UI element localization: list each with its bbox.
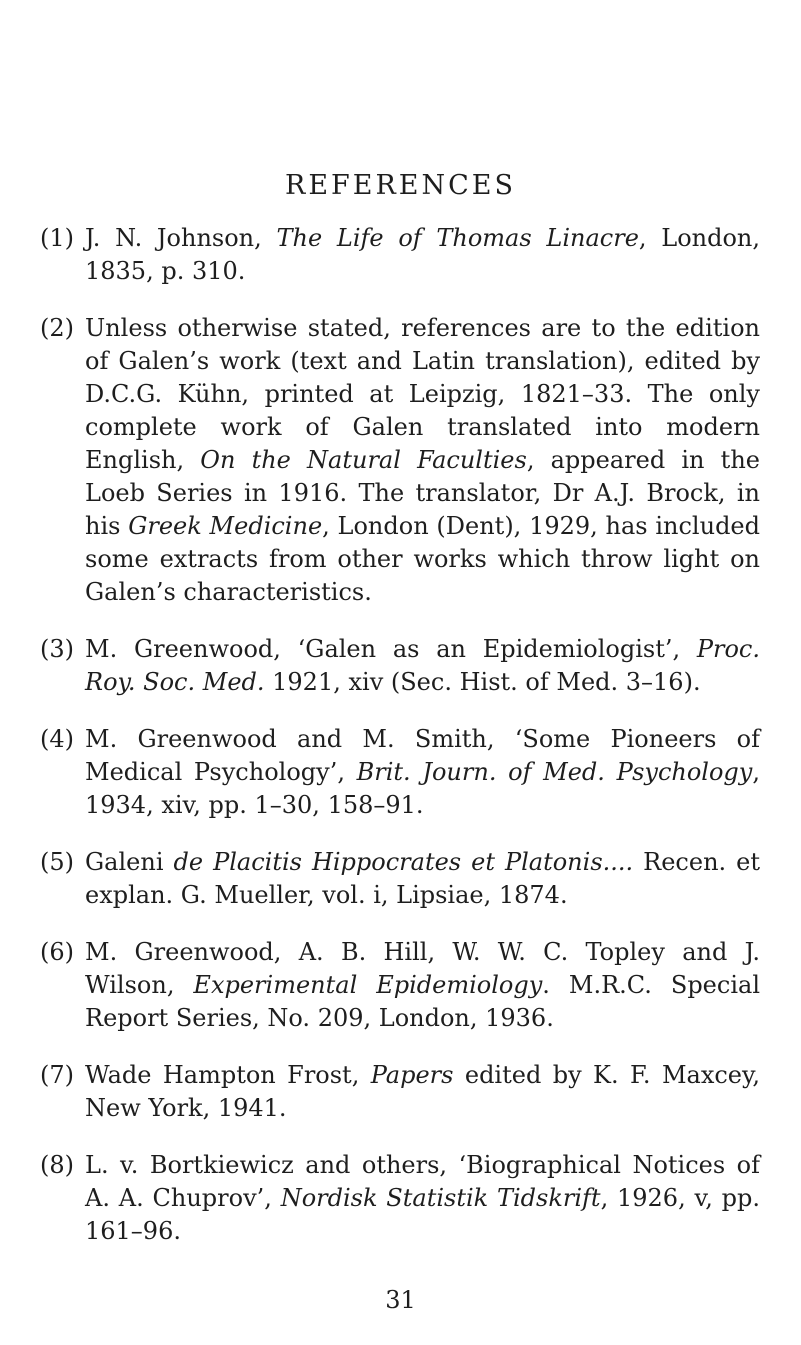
reference-title-italic: Brit. Journ. of Med. Psychology — [356, 758, 753, 786]
page-number: 31 — [385, 1286, 416, 1314]
reference-text-segment: edited by K. F. Maxcey, New York, 1941. — [85, 1061, 760, 1122]
reference-text-segment: J. N. Johnson, — [85, 224, 277, 252]
reference-text-segment: 1921, xiv (Sec. Hist. of Med. 3–16). — [264, 668, 701, 696]
reference-item — [40, 723, 760, 822]
reference-item — [40, 633, 760, 699]
reference-item — [40, 312, 760, 609]
reference-text-segment: , London, 1835, p. 310. — [85, 224, 761, 285]
reference-text-segment: , London (Dent), 1929, has included some extracts from other works which throw light on Galen’s characteristics. — [85, 512, 760, 606]
reference-text-segment: , 1926, v, pp. 161–96. — [85, 1184, 760, 1245]
reference-number: (3) — [40, 635, 74, 663]
reference-title-italic: On the Natural Faculties — [200, 446, 527, 474]
reference-number: (2) — [40, 314, 74, 342]
reference-text-segment: M. Greenwood, A. B. Hill, W. W. C. Topley and J. Wilson, — [85, 938, 760, 999]
reference-number: (6) — [40, 938, 74, 966]
references-list — [40, 222, 760, 1272]
reference-number: (1) — [40, 224, 74, 252]
reference-text-segment: , 1934, xiv, pp. 1–30, 158–91. — [85, 758, 760, 819]
reference-text-segment: . M.R.C. Special Report Series, No. 209, London, 1936. — [85, 971, 760, 1032]
reference-text-segment: M. Greenwood, ‘Galen as an Epidemiologist’, — [85, 635, 697, 663]
reference-title-italic: Nordisk Statistik Tidskrift — [280, 1184, 601, 1212]
reference-text-segment: Unless otherwise stated, references are to the edition of Galen’s work (text and Latin translation), edited by D.C.G. Kühn, printed at Leipzig, 1821–33. The only complete work of Galen translated into modern English, — [85, 314, 760, 474]
reference-item — [40, 1059, 760, 1125]
reference-text-segment: M. Greenwood and M. Smith, ‘Some Pioneers of Medical Psychology’, — [85, 725, 760, 786]
reference-text-segment: Galeni — [85, 848, 174, 876]
reference-number: (4) — [40, 725, 74, 753]
reference-title-italic: Greek Medicine — [128, 512, 323, 540]
reference-text — [85, 723, 760, 822]
reference-text — [85, 1149, 760, 1248]
reference-number: (7) — [40, 1061, 74, 1089]
reference-item — [40, 846, 760, 912]
reference-text — [85, 312, 760, 609]
reference-title-italic: Papers — [370, 1061, 454, 1089]
reference-title-italic: Proc. Roy. Soc. Med. — [85, 635, 760, 696]
reference-title-italic: de Placitis Hippocrates et Platonis.... — [173, 848, 634, 876]
reference-text-segment: Wade Hampton Frost, — [85, 1061, 371, 1089]
reference-text-segment: L. v. Bortkiewicz and others, ‘Biographical Notices of A. A. Chuprov’, — [85, 1151, 760, 1212]
reference-text — [85, 222, 760, 288]
reference-text — [85, 1059, 760, 1125]
reference-item — [40, 222, 760, 288]
reference-item — [40, 1149, 760, 1248]
reference-title-italic: The Life of Thomas Linacre — [276, 224, 639, 252]
reference-text-segment: , appeared in the Loeb Series in 1916. The translator, Dr A.J. Brock, in his — [85, 446, 760, 540]
reference-text — [85, 846, 760, 912]
reference-title-italic: Experimental Epidemiology — [193, 971, 543, 999]
reference-text-segment: Recen. et explan. G. Mueller, vol. i, Lipsiae, 1874. — [85, 848, 761, 909]
reference-text — [85, 633, 760, 699]
reference-item — [40, 936, 760, 1035]
reference-text — [85, 936, 760, 1035]
reference-number: (5) — [40, 848, 74, 876]
page-title: REFERENCES — [284, 170, 516, 201]
reference-number: (8) — [40, 1151, 74, 1179]
